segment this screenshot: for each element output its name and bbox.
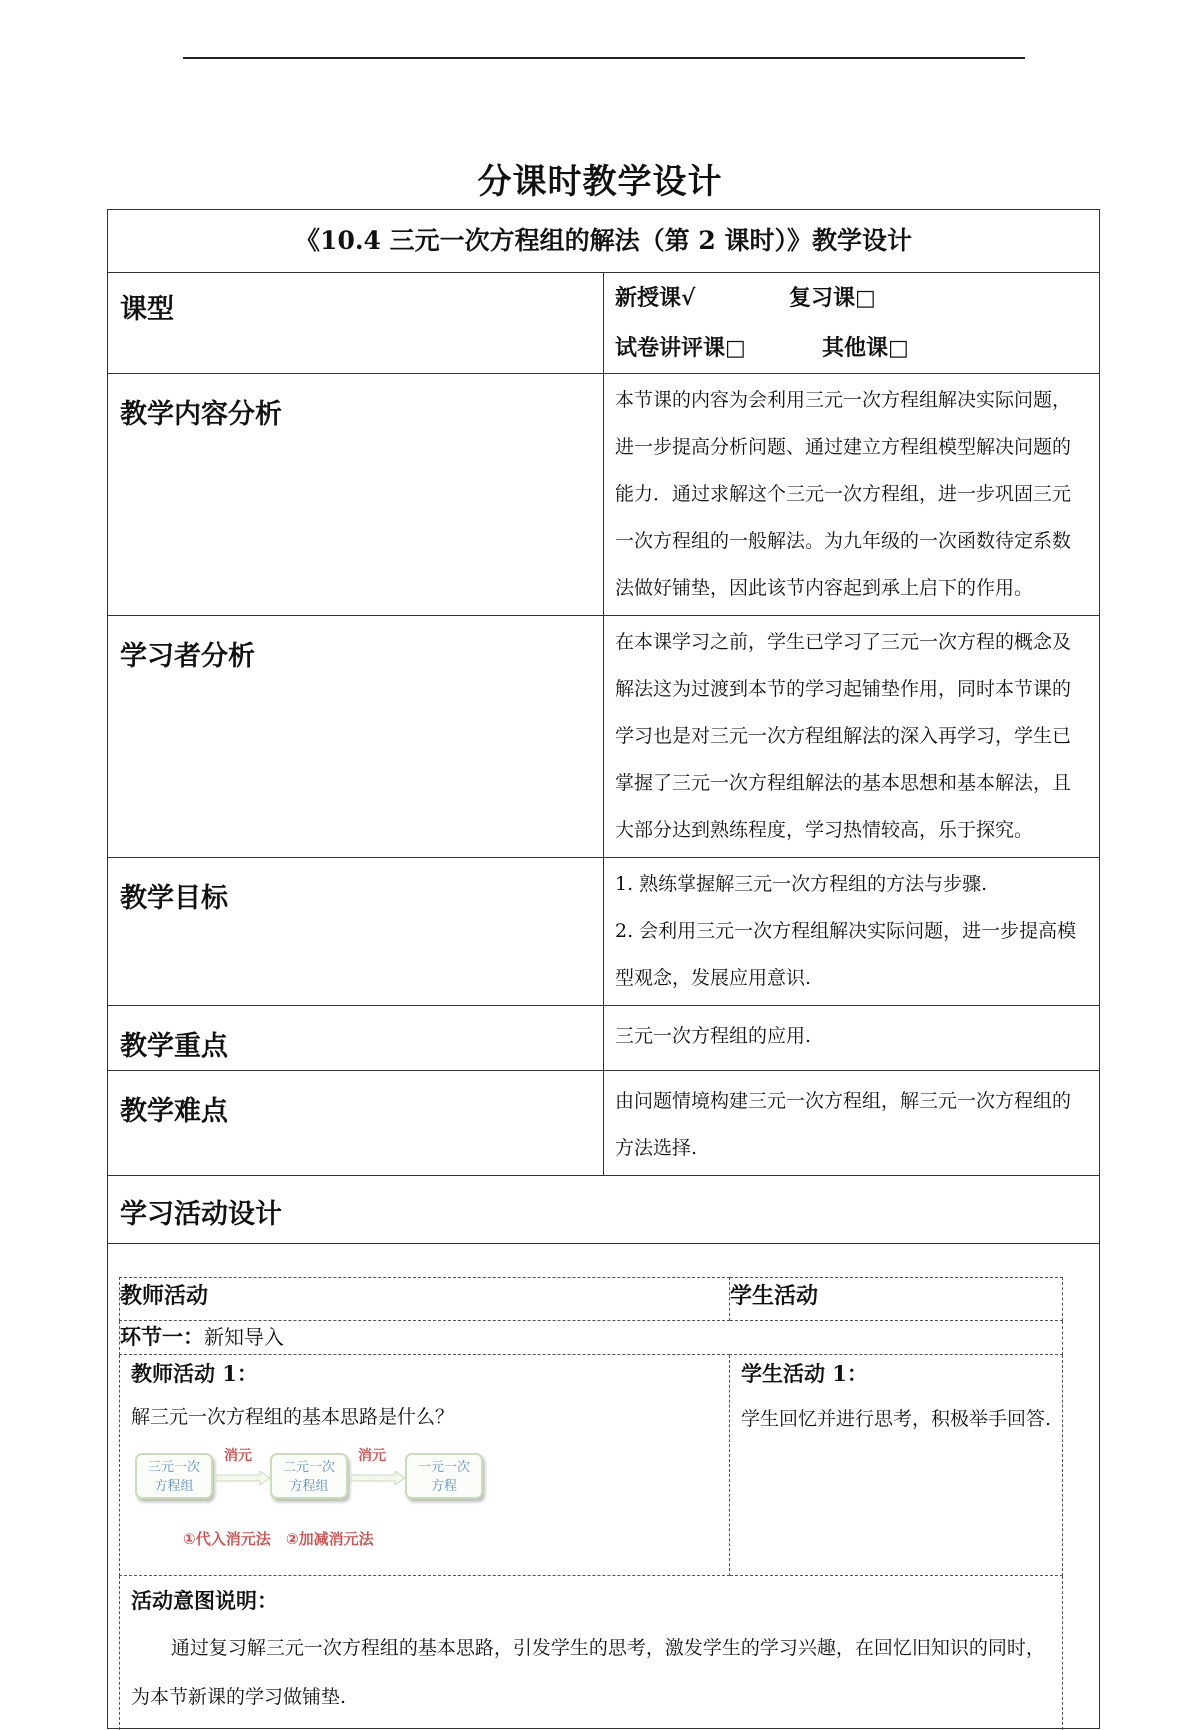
flow-label-elimination: 消元 [224,1445,252,1465]
lesson-type-other: 其他课□ [822,323,909,373]
lesson-design-table [107,209,1100,1729]
lesson-subtitle: 《10.4 三元一次方程组的解法（第 2 课时）》教学设计 [108,210,1100,273]
objectives-list [604,858,1100,1006]
lesson-type-options [604,273,1100,374]
activity-table [119,1277,1063,1730]
content-analysis-label: 教学内容分析 [108,374,604,616]
stage-title: 环节一： [120,1324,204,1349]
content-analysis-text: 本节课的内容为会利用三元一次方程组解决实际问题，进一步提高分析问题、通过建立方程组模型解决问题的能力．通过求解这个三元一次方程组，进一步巩固三元一次方程组的一般解法。为九年级的一次函数待定系数法做好铺垫，因此该节内容起到承上启下的作用。 [604,374,1100,616]
student-activity-title: 学生活动 1： [730,1355,1062,1391]
difficulties-label: 教学难点 [108,1071,604,1176]
teacher-activity-header: 教师活动 [120,1278,730,1321]
page-title: 分课时教学设计 [0,154,1200,203]
objective-item: 1. 熟练掌握解三元一次方程组的方法与步骤. [615,861,1089,908]
student-activity-cell [730,1355,1063,1576]
objectives-label: 教学目标 [108,858,604,1006]
flow-box-three-var: 三元一次 方程组 [135,1453,213,1499]
learner-analysis-text: 在本课学习之前，学生已学习了三元一次方程的概念及解法这为过渡到本节的学习起铺垫作用，同时本节课的学习也是对三元一次方程组解法的深入再学习，学生已掌握了三元一次方程组解法的基本思想和基本解法，且大部分达到熟练程度，学习热情较高，乐于探究。 [604,616,1100,858]
stage-row [120,1321,1063,1355]
stage-name: 新知导入 [204,1325,284,1349]
key-points-text: 三元一次方程组的应用. [604,1006,1100,1071]
elimination-flow-diagram [120,1453,729,1573]
teacher-activity-cell [120,1355,730,1576]
lesson-type-label: 课型 [108,273,604,374]
activity-design-area [108,1244,1099,1728]
header-rule [183,57,1025,59]
elimination-methods: ①代入消元法 ②加减消元法 [183,1528,374,1549]
student-activity-text: 学生回忆并进行思考，积极举手回答. [730,1395,1062,1443]
learner-analysis-label: 学习者分析 [108,616,604,858]
lesson-type-exam-review: 试卷讲评课□ [615,323,822,373]
arrow-right-icon [216,1471,270,1485]
purpose-cell [120,1576,1063,1730]
flow-label-elimination: 消元 [358,1445,386,1465]
key-points-label: 教学重点 [108,1006,604,1071]
activity-design-label: 学习活动设计 [108,1176,1100,1244]
student-activity-header: 学生活动 [730,1278,1063,1321]
teacher-activity-title: 教师活动 1： [120,1355,729,1391]
teacher-question: 解三元一次方程组的基本思路是什么？ [120,1393,729,1441]
difficulties-text: 由问题情境构建三元一次方程组，解三元一次方程组的方法选择. [604,1071,1100,1176]
lesson-type-review: 复习课□ [789,273,959,323]
purpose-title: 活动意图说明： [120,1576,1062,1618]
flow-box-one-var: 一元一次 方程 [405,1453,483,1499]
purpose-text: 通过复习解三元一次方程组的基本思路，引发学生的思考，激发学生的学习兴趣，在回忆旧知识的同时，为本节新课的学习做铺垫. [120,1618,1062,1722]
arrow-right-icon [351,1471,405,1485]
lesson-type-new: 新授课√ [615,273,789,323]
objective-item: 2. 会利用三元一次方程组解决实际问题，进一步提高模型观念，发展应用意识. [615,908,1089,1002]
flow-box-two-var: 二元一次 方程组 [270,1453,348,1499]
